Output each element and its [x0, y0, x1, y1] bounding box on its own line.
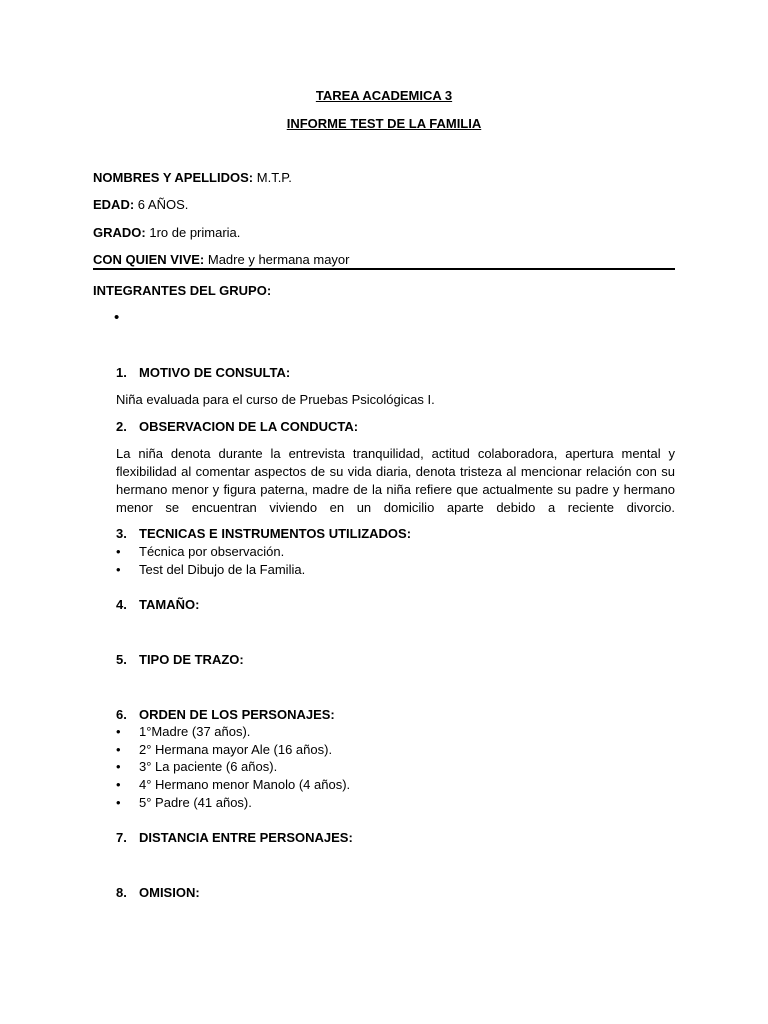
list-item: 5° Padre (41 años). [139, 795, 252, 810]
bullet-icon: • [116, 724, 121, 739]
section-6-title: ORDEN DE LOS PERSONAJES: [139, 707, 335, 722]
section-2-title: OBSERVACION DE LA CONDUCTA: [139, 419, 359, 434]
field-edad-value: 6 AÑOS. [137, 197, 189, 212]
integrantes-bullet: • [114, 309, 120, 326]
section-5-title: TIPO DE TRAZO: [139, 652, 244, 667]
field-vive [93, 252, 350, 268]
list-item: Test del Dibujo de la Familia. [139, 562, 306, 577]
field-grado [93, 225, 240, 241]
field-edad-label: EDAD: [93, 197, 135, 212]
section-3-title: TECNICAS E INSTRUMENTOS UTILIZADOS: [139, 526, 412, 541]
section-8-number: 8. [116, 885, 127, 900]
field-vive-label: CON QUIEN VIVE: [93, 252, 205, 267]
section-4-number: 4. [116, 597, 127, 612]
section-1-text: Niña evaluada para el curso de Pruebas Psicológicas I. [116, 392, 435, 407]
document-title: TAREA ACADEMICA 3 [315, 88, 453, 103]
document-subtitle: INFORME TEST DE LA FAMILIA [286, 116, 482, 131]
field-nombres-label: NOMBRES Y APELLIDOS: [93, 170, 254, 185]
section-8-title: OMISION: [139, 885, 200, 900]
field-edad [93, 197, 188, 213]
section-7-title: DISTANCIA ENTRE PERSONAJES: [139, 830, 353, 845]
field-nombres-value: M.T.P. [256, 170, 292, 185]
bullet-icon: • [116, 562, 121, 577]
section-2-paragraph: La niña denota durante la entrevista tranquilidad, actitud colaboradora, apertura mental y flexibilidad al comentar aspectos de su vida diaria, denota tristeza al mencionar relación con su hermano menor y figura paterna, madre de la niña refiere que actualmente su padre y hermano menor se encuentran viviendo en un domicilio aparte debido a reciente divorcio. [116, 446, 675, 515]
list-item: 1°Madre (37 años). [139, 724, 251, 739]
section-4-title: TAMAÑO: [139, 597, 200, 612]
section-1-number: 1. [116, 365, 127, 380]
bullet-icon: • [116, 544, 121, 559]
list-item: 2° Hermana mayor Ale (16 años). [139, 742, 333, 757]
bullet-icon: • [116, 742, 121, 757]
section-3-number: 3. [116, 526, 127, 541]
bullet-icon: • [116, 759, 121, 774]
section-7-number: 7. [116, 830, 127, 845]
field-grado-value: 1ro de primaria. [149, 225, 241, 240]
integrantes-heading: INTEGRANTES DEL GRUPO: [93, 283, 272, 298]
field-grado-label: GRADO: [93, 225, 146, 240]
horizontal-rule [93, 268, 675, 270]
list-item: Técnica por observación. [139, 544, 285, 559]
bullet-icon: • [116, 795, 121, 810]
section-1-title: MOTIVO DE CONSULTA: [139, 365, 291, 380]
list-item: 4° Hermano menor Manolo (4 años). [139, 777, 351, 792]
field-nombres [93, 170, 292, 186]
list-item: 3° La paciente (6 años). [139, 759, 278, 774]
bullet-icon: • [116, 777, 121, 792]
field-vive-value: Madre y hermana mayor [207, 252, 350, 267]
section-5-number: 5. [116, 652, 127, 667]
section-2-number: 2. [116, 419, 127, 434]
section-6-number: 6. [116, 707, 127, 722]
